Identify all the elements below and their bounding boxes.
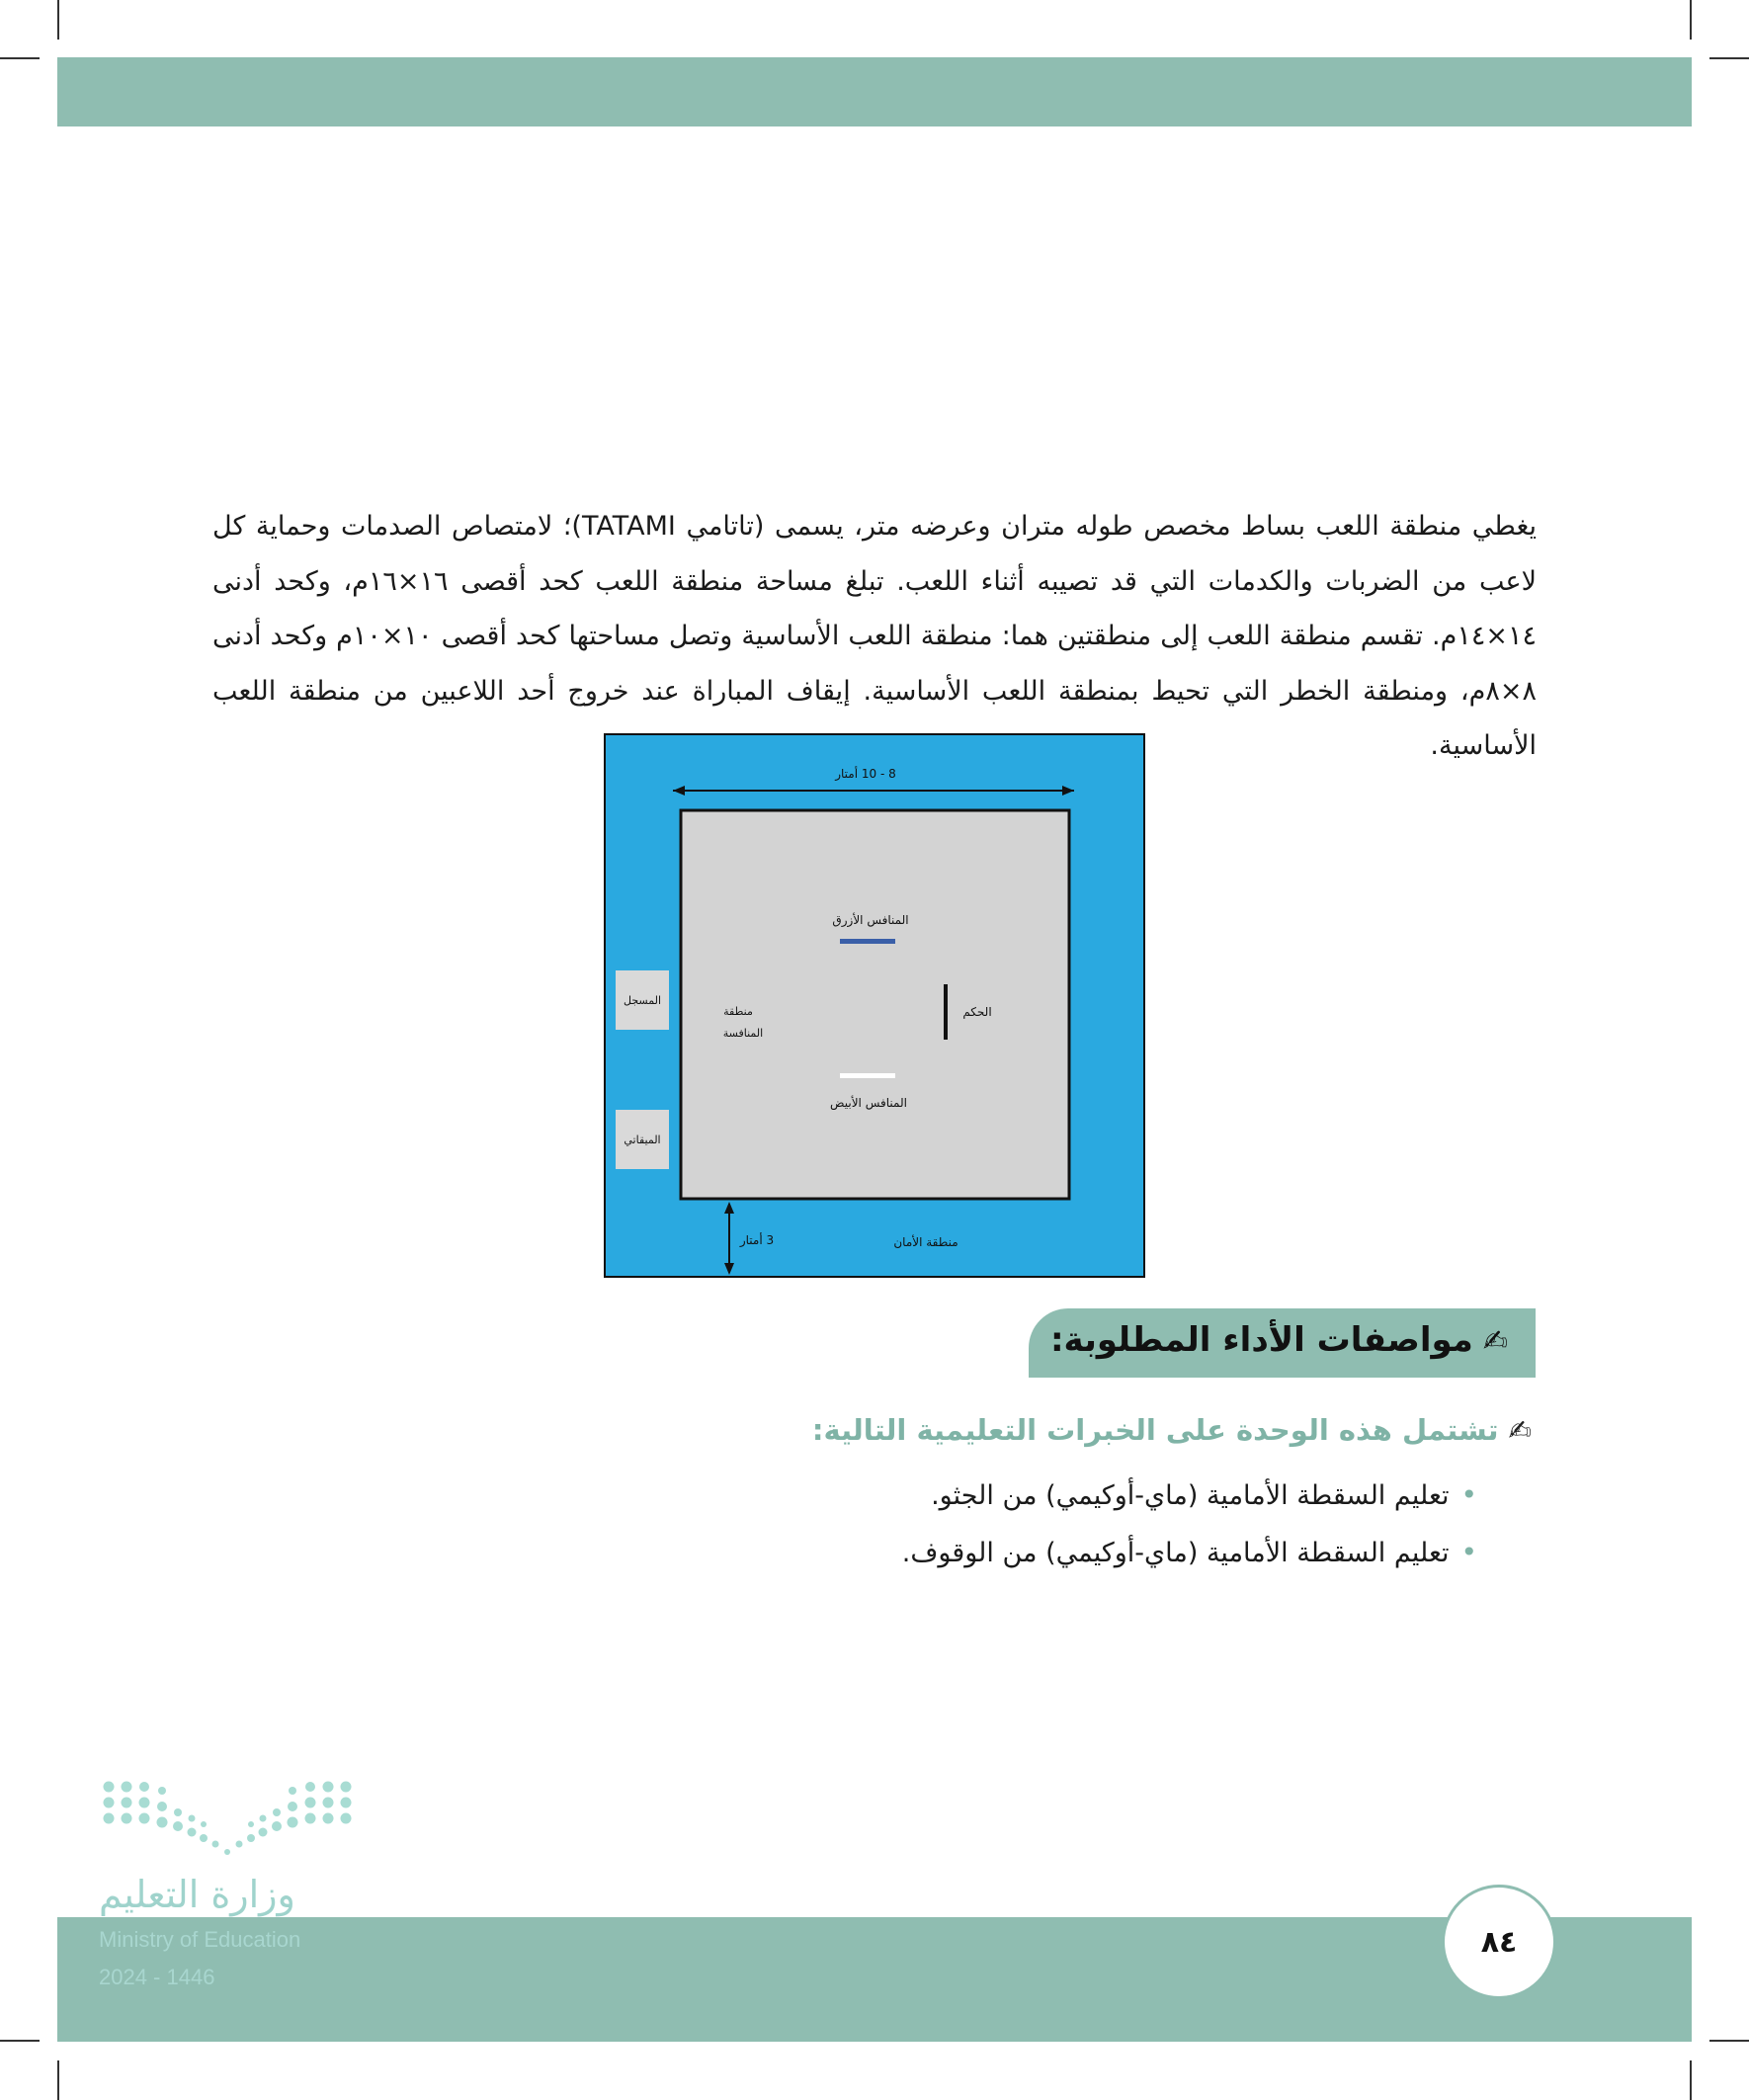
experience-list <box>902 1467 1477 1581</box>
competition-area-label-2: المنافسة <box>722 1027 764 1040</box>
crop-mark <box>1709 57 1749 59</box>
competition-area-label-1: منطقة <box>723 1005 753 1018</box>
white-competitor-mark <box>840 1073 895 1078</box>
ministry-year: 2024 - 1446 <box>99 1965 215 1989</box>
crop-mark <box>1690 0 1692 40</box>
section-title: مواصفات الأداء المطلوبة: <box>1049 1320 1473 1360</box>
bullet-dot-icon: • <box>1460 1478 1477 1511</box>
section-heading-box <box>1029 1308 1536 1378</box>
crop-mark <box>1709 2040 1749 2042</box>
tatami-diagram <box>604 733 1145 1278</box>
crop-mark <box>57 0 59 40</box>
white-competitor-label: المنافس الأبيض <box>830 1096 907 1110</box>
body-paragraph: يغطي منطقة اللعب بساط مخصص طوله متران وعرضه متر، يسمى (تاتامي TATAMI)؛ لامتصاص الصدمات وحماية كل لاعب من الضربات والكدمات التي قد تصيبه أثناء اللعب. تبلغ مساحة منطقة اللعب كحد أقصى ١٦×١٦م، وكحد أدنى ١٤×١٤م. تقسم منطقة اللعب إلى منطقتين هما: منطقة اللعب الأساسية وتصل مساحتها كحد أقصى ١٠×١٠م وكحد أدنى ٨×٨م، ومنطقة الخطر التي تحيط بمنطقة اللعب الأساسية. إيقاف المباراة عند خروج أحد اللاعبين من منطقة اللعب الأساسية. <box>212 511 1537 761</box>
subsection-heading <box>812 1413 1532 1447</box>
ministry-name-ar: وزارة التعليم <box>99 1873 295 1916</box>
subsection-title: تشتمل هذه الوحدة على الخبرات التعليمية التالية: <box>811 1413 1499 1447</box>
ministry-name-en: Ministry of Education <box>99 1927 301 1952</box>
width-label: 8 - 10 أمتار <box>835 767 896 781</box>
header-band <box>57 57 1692 126</box>
recorder-label: المسجل <box>623 994 662 1007</box>
page-number: ٨٤ <box>1442 1885 1556 1999</box>
blue-competitor-label: المنافس الأزرق <box>832 913 909 927</box>
referee-mark <box>944 984 948 1040</box>
crop-mark <box>1690 2060 1692 2100</box>
pen-icon: ✍ <box>1482 1324 1508 1359</box>
safety-width-label: 3 أمتار <box>739 1233 775 1247</box>
crop-mark <box>57 2060 59 2100</box>
safety-area-label: منطقة الأمان <box>893 1235 958 1249</box>
list-item: •تعليم السقطة الأمامية (ماي-أوكيمي) من الجثو. <box>931 1478 1477 1511</box>
crop-mark <box>0 57 40 59</box>
crop-mark <box>0 2040 40 2042</box>
list-item: •تعليم السقطة الأمامية (ماي-أوكيمي) من الوقوف. <box>901 1536 1477 1568</box>
referee-label: الحكم <box>962 1005 992 1019</box>
pen-icon: ✍ <box>1508 1414 1532 1447</box>
bullet-dot-icon: • <box>1460 1536 1477 1568</box>
blue-competitor-mark <box>840 939 895 944</box>
timekeeper-label: الميقاتي <box>624 1134 661 1146</box>
section-heading <box>1050 1320 1508 1360</box>
